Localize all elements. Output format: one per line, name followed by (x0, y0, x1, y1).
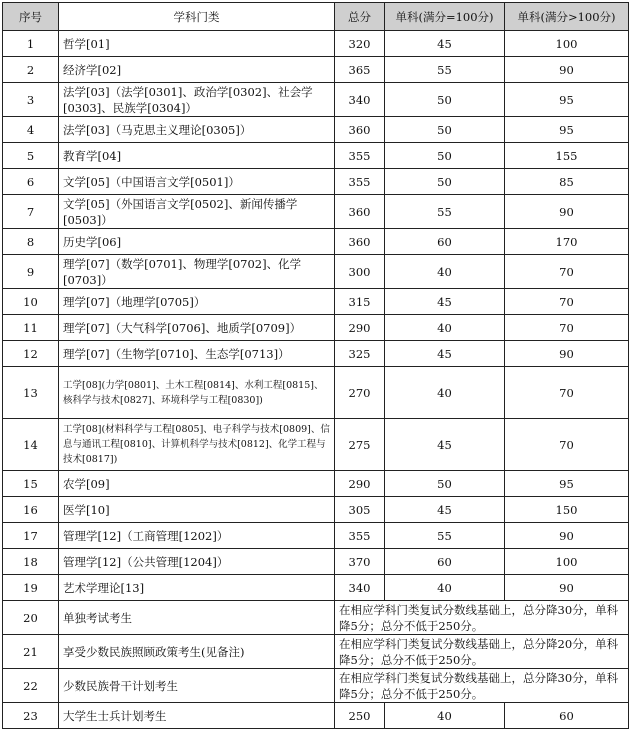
row-single-over-100: 155 (505, 143, 629, 169)
row-no: 6 (3, 169, 59, 195)
row-total: 305 (335, 497, 385, 523)
row-single-over-100: 95 (505, 471, 629, 497)
table-row (3, 169, 629, 195)
row-single-over-100: 90 (505, 195, 629, 229)
row-subject: 经济学[02] (59, 57, 335, 83)
row-single-100: 40 (385, 255, 505, 289)
row-subject: 农学[09] (59, 471, 335, 497)
row-single-over-100: 70 (505, 289, 629, 315)
row-no: 21 (3, 635, 59, 669)
table-row (3, 635, 629, 669)
row-single-100: 50 (385, 117, 505, 143)
header-single-100: 单科(满分=100分) (385, 3, 505, 31)
row-single-100: 50 (385, 169, 505, 195)
row-no: 11 (3, 315, 59, 341)
row-total: 360 (335, 117, 385, 143)
row-total: 365 (335, 57, 385, 83)
row-total: 315 (335, 289, 385, 315)
table-row (3, 549, 629, 575)
row-single-100: 45 (385, 289, 505, 315)
row-subject: 历史学[06] (59, 229, 335, 255)
header-no: 序号 (3, 3, 59, 31)
row-note: 在相应学科门类复试分数线基础上，总分降20分，单科降5分；总分不低于250分。 (335, 635, 629, 669)
row-single-over-100: 90 (505, 341, 629, 367)
row-single-over-100: 60 (505, 703, 629, 729)
row-single-over-100: 95 (505, 83, 629, 117)
row-subject: 管理学[12]（公共管理[1204]） (59, 549, 335, 575)
row-single-100: 45 (385, 31, 505, 57)
row-no: 14 (3, 419, 59, 471)
row-no: 20 (3, 601, 59, 635)
row-no: 2 (3, 57, 59, 83)
row-total: 355 (335, 523, 385, 549)
row-subject: 工学[08](力学[0801]、土木工程[0814]、水利工程[0815]、核科学与技术[0827]、环境科学与工程[0830]) (59, 367, 335, 419)
row-single-100: 40 (385, 367, 505, 419)
table-row (3, 575, 629, 601)
row-no: 15 (3, 471, 59, 497)
row-note: 在相应学科门类复试分数线基础上，总分降30分，单科降5分；总分不低于250分。 (335, 669, 629, 703)
row-subject: 工学[08](材料科学与工程[0805]、电子科学与技术[0809]、信息与通讯工程[0810]、计算机科学与技术[0812]、化学工程与技术[0817]) (59, 419, 335, 471)
table-row (3, 419, 629, 471)
row-total: 275 (335, 419, 385, 471)
row-total: 270 (335, 367, 385, 419)
table-row (3, 143, 629, 169)
row-single-100: 45 (385, 497, 505, 523)
row-no: 22 (3, 669, 59, 703)
row-single-over-100: 100 (505, 31, 629, 57)
row-no: 17 (3, 523, 59, 549)
row-total: 370 (335, 549, 385, 575)
row-subject: 法学[03]（法学[0301]、政治学[0302]、社会学[0303]、民族学[0304]） (59, 83, 335, 117)
row-no: 7 (3, 195, 59, 229)
row-single-100: 50 (385, 143, 505, 169)
header-row (3, 3, 629, 31)
table-row (3, 523, 629, 549)
row-no: 1 (3, 31, 59, 57)
row-subject: 法学[03]（马克思主义理论[0305]） (59, 117, 335, 143)
row-single-100: 40 (385, 575, 505, 601)
row-single-100: 45 (385, 341, 505, 367)
row-single-100: 40 (385, 703, 505, 729)
row-total: 360 (335, 195, 385, 229)
row-subject: 理学[07]（生物学[0710]、生态学[0713]） (59, 341, 335, 367)
table-row (3, 471, 629, 497)
row-no: 3 (3, 83, 59, 117)
row-subject: 管理学[12]（工商管理[1202]） (59, 523, 335, 549)
row-no: 13 (3, 367, 59, 419)
score-table (2, 2, 629, 729)
table-row (3, 83, 629, 117)
table-row (3, 669, 629, 703)
row-single-over-100: 150 (505, 497, 629, 523)
table-row (3, 57, 629, 83)
row-subject: 文学[05]（外国语言文学[0502]、新闻传播学[0503]） (59, 195, 335, 229)
row-subject: 理学[07]（地理学[0705]） (59, 289, 335, 315)
table-row (3, 601, 629, 635)
row-total: 300 (335, 255, 385, 289)
row-no: 23 (3, 703, 59, 729)
row-single-100: 60 (385, 229, 505, 255)
row-note: 在相应学科门类复试分数线基础上，总分降30分，单科降5分；总分不低于250分。 (335, 601, 629, 635)
row-single-100: 50 (385, 83, 505, 117)
row-single-over-100: 90 (505, 57, 629, 83)
row-subject: 教育学[04] (59, 143, 335, 169)
table-row (3, 289, 629, 315)
table-row (3, 315, 629, 341)
table-row (3, 497, 629, 523)
row-single-over-100: 90 (505, 523, 629, 549)
table-row (3, 341, 629, 367)
row-no: 18 (3, 549, 59, 575)
row-single-100: 55 (385, 523, 505, 549)
row-subject: 少数民族骨干计划考生 (59, 669, 335, 703)
row-no: 10 (3, 289, 59, 315)
row-single-over-100: 70 (505, 255, 629, 289)
row-single-over-100: 70 (505, 367, 629, 419)
table-row (3, 255, 629, 289)
row-single-over-100: 70 (505, 419, 629, 471)
table-row (3, 229, 629, 255)
row-single-over-100: 100 (505, 549, 629, 575)
row-no: 9 (3, 255, 59, 289)
table-row (3, 195, 629, 229)
row-subject: 哲学[01] (59, 31, 335, 57)
row-single-over-100: 70 (505, 315, 629, 341)
row-subject: 理学[07]（数学[0701]、物理学[0702]、化学[0703]） (59, 255, 335, 289)
table-row (3, 117, 629, 143)
table-row (3, 31, 629, 57)
row-total: 250 (335, 703, 385, 729)
row-single-100: 55 (385, 195, 505, 229)
row-total: 340 (335, 575, 385, 601)
row-no: 12 (3, 341, 59, 367)
row-subject: 单独考试考生 (59, 601, 335, 635)
row-single-over-100: 170 (505, 229, 629, 255)
row-no: 19 (3, 575, 59, 601)
row-subject: 艺术学理论[13] (59, 575, 335, 601)
row-no: 8 (3, 229, 59, 255)
row-single-100: 55 (385, 57, 505, 83)
row-single-100: 40 (385, 315, 505, 341)
row-total: 325 (335, 341, 385, 367)
row-no: 16 (3, 497, 59, 523)
row-total: 355 (335, 143, 385, 169)
header-single-over-100: 单科(满分>100分) (505, 3, 629, 31)
row-subject: 理学[07]（大气科学[0706]、地质学[0709]） (59, 315, 335, 341)
row-subject: 享受少数民族照顾政策考生(见备注) (59, 635, 335, 669)
table-row (3, 367, 629, 419)
row-no: 4 (3, 117, 59, 143)
row-single-100: 50 (385, 471, 505, 497)
row-single-100: 45 (385, 419, 505, 471)
row-subject: 文学[05]（中国语言文学[0501]） (59, 169, 335, 195)
row-total: 290 (335, 315, 385, 341)
row-single-over-100: 95 (505, 117, 629, 143)
row-total: 290 (335, 471, 385, 497)
row-subject: 大学生士兵计划考生 (59, 703, 335, 729)
row-total: 355 (335, 169, 385, 195)
row-subject: 医学[10] (59, 497, 335, 523)
row-total: 340 (335, 83, 385, 117)
row-single-100: 60 (385, 549, 505, 575)
row-total: 360 (335, 229, 385, 255)
row-no: 5 (3, 143, 59, 169)
row-single-over-100: 85 (505, 169, 629, 195)
table-row (3, 703, 629, 729)
header-total: 总分 (335, 3, 385, 31)
header-subject: 学科门类 (59, 3, 335, 31)
row-single-over-100: 90 (505, 575, 629, 601)
row-total: 320 (335, 31, 385, 57)
